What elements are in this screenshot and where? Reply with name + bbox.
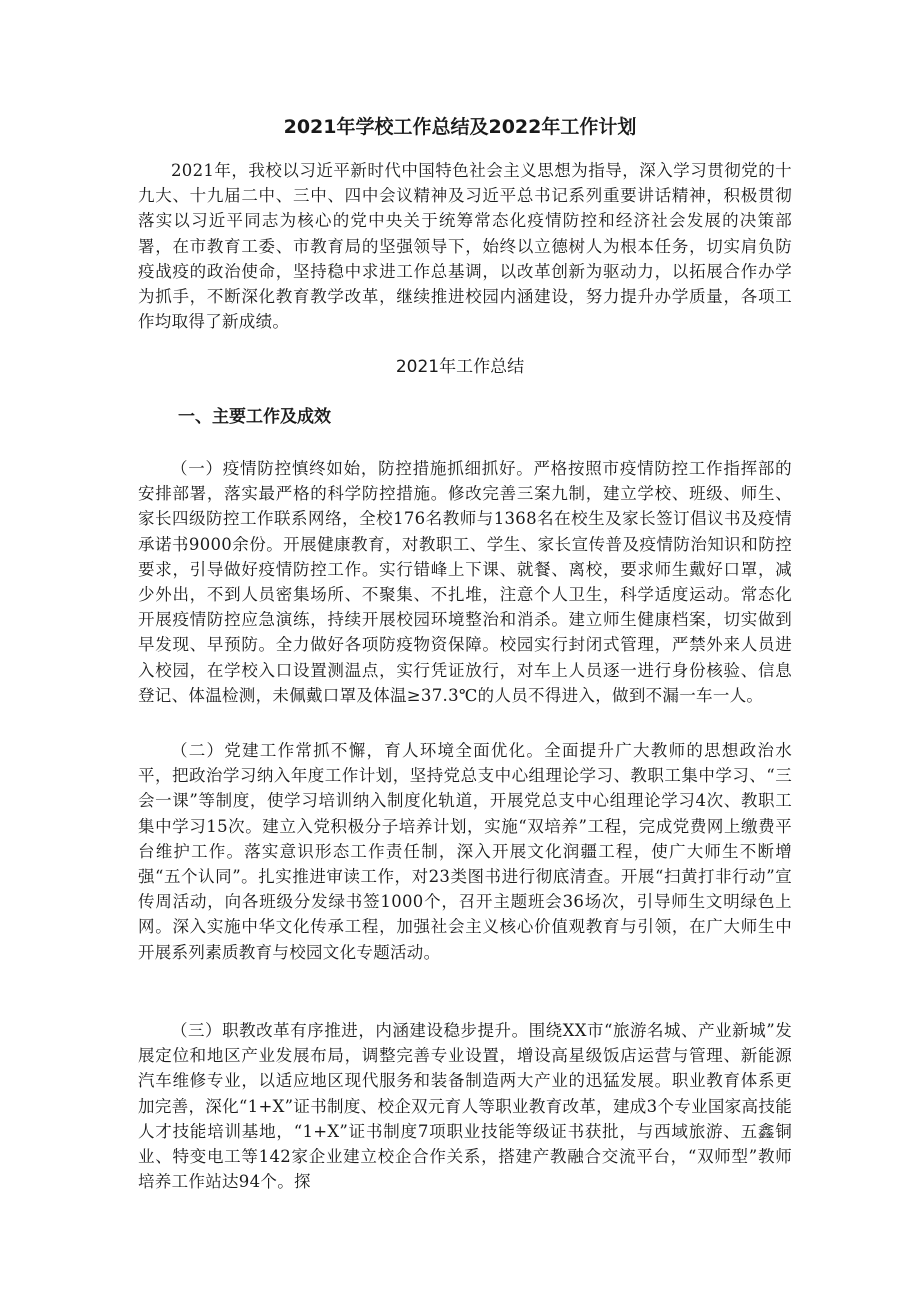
- section-title: 2021年工作总结: [395, 357, 525, 377]
- body-paragraph-3: （三）职教改革有序推进，内涵建设稳步提升。围绕XX市“旅游名城、产业新城”发展定位和地区产业发展布局，调整完善专业设置，增设高星级饭店运营与管理、新能源汽车维修专业，以适应地区现代服务和装备制造两大产业的迅猛发展。职业教育体系更加完善，深化“1+X”证书制度、校企双元育人等职业教育改革，建成3个专业国家高技能人才技能培训基地，“1+X”证书制度7项职业技能等级证书获批，与西域旅游、五鑫铜业、特变电工等142家企业建立校企合作关系，搭建产教融合交流平台，“双师型”教师培养工作站达94个。探: [138, 1021, 792, 1192]
- body-paragraph-1: （一）疫情防控慎终如始，防控措施抓细抓好。严格按照市疫情防控工作指挥部的安排部署，落实最严格的科学防控措施。修改完善三案九制，建立学校、班级、师生、家长四级防控工作联系网络，全校176名教师与1368名在校生及家长签订倡议书及疫情承诺书9000余份。开展健康教育，对教职工、学生、家长宣传普及疫情防治知识和防控要求，引导做好疫情防控工作。实行错峰上下课、就餐、离校，要求师生戴好口罩，减少外出，不到人员密集场所、不聚集、不扎堆，注意个人卫生，科学适度运动。常态化开展疫情防控应急演练，持续开展校园环境整治和消杀。建立师生健康档案，切实做到早发现、早预防。全力做好各项防疫物资保障。校园实行封闭式管理，严禁外来人员进入校园，在学校入口设置测温点，实行凭证放行，对车上人员逐一进行身份核验、信息登记、体温检测，未佩戴口罩及体温≥37.3℃的人员不得进入，做到不漏一车一人。: [138, 459, 792, 705]
- body-paragraph-2: （二）党建工作常抓不懈，育人环境全面优化。全面提升广大教师的思想政治水平，把政治学习纳入年度工作计划，坚持党总支中心组理论学习、教职工集中学习、“三会一课”等制度，使学习培训纳入制度化轨道，开展党总支中心组理论学习4次、教职工集中学习15次。建立入党积极分子培养计划，实施“双培养”工程，完成党费网上缴费平台维护工作。落实意识形态工作责任制，深入开展文化润疆工程，使广大师生不断增强“五个认同”。扎实推进审读工作，对23类图书进行彻底清查。开展“扫黄打非行动”宣传周活动，向各班级分发绿书签1000个，召开主题班会36场次，引导师生文明绿色上网。深入实施中华文化传承工程，加强社会主义核心价值观教育与引领，在广大师生中开展系列素质教育与校园文化专题活动。: [138, 741, 792, 962]
- section-heading-1: 一、主要工作及成效: [178, 407, 331, 427]
- document-title: 2021年学校工作总结及2022年工作计划: [283, 116, 637, 138]
- intro-paragraph: 2021年，我校以习近平新时代中国特色社会主义思想为指导，深入学习贯彻党的十九大、十九届二中、三中、四中会议精神及习近平总书记系列重要讲话精神，积极贯彻落实以习近平同志为核心的党中央关于统筹常态化疫情防控和经济社会发展的决策部署，在市教育工委、市教育局的坚强领导下，始终以立德树人为根本任务，切实肩负防疫战疫的政治使命，坚持稳中求进工作总基调，以改革创新为驱动力，以拓展合作办学为抓手，不断深化教育教学改革，继续推进校园内涵建设，努力提升办学质量，各项工作均取得了新成绩。: [138, 161, 792, 332]
